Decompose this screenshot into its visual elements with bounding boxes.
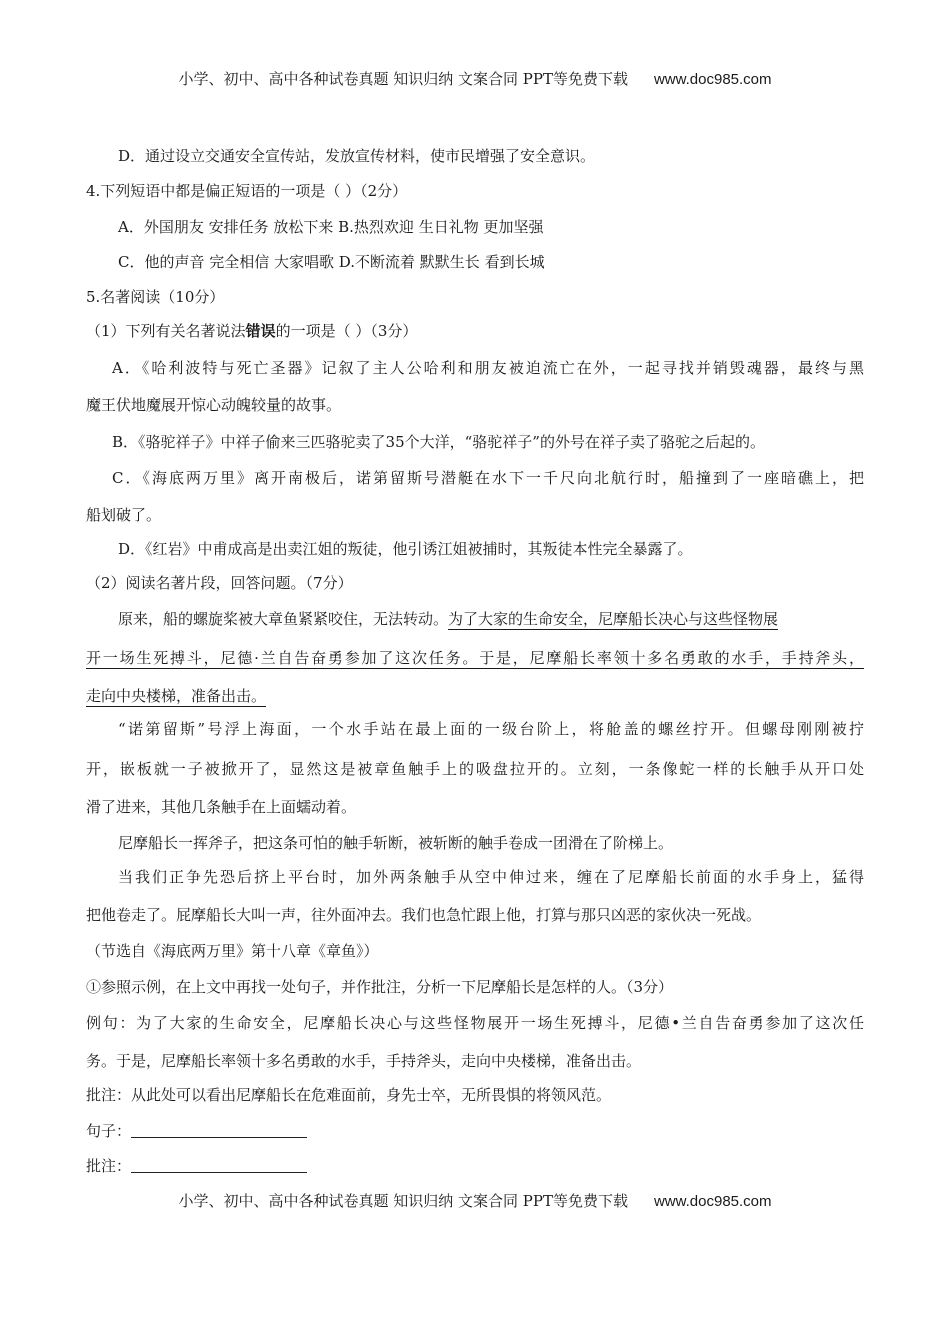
q4-options-cd: C．他的声音 完全相信 大家唱歌 D.不断流着 默默生长 看到长城: [118, 253, 545, 271]
answer-sentence-blank[interactable]: [131, 1121, 307, 1138]
excerpt-para4-line1: 当我们正争先恐后挤上平台时，加外两条触手从空中伸过来，缠在了尼摩船长前面的水手身上，猛得: [118, 868, 864, 886]
example-annotation: 批注：从此处可以看出尼摩船长在危难面前，身先士卒，无所畏惧的将领风范。: [86, 1086, 612, 1104]
page-header: [0, 69, 950, 90]
header-text: 小学、初中、高中各种试卷真题 知识归纳 文案合同 PPT等免费下载: [178, 70, 628, 88]
q5-part1-post: 的一项是（ ）（3分）: [275, 322, 418, 340]
excerpt-para1-line3: 走向中央楼梯，准备出击。: [86, 687, 267, 705]
q5-option-a-line2: 魔王伏地魔展开惊心动魄较量的故事。: [86, 396, 342, 414]
q5-title: 5.名著阅读（10分）: [86, 288, 225, 306]
answer-sentence-label: 句子：: [86, 1122, 132, 1140]
excerpt-para4-line2: 把他卷走了。屁摩船长大叫一声，往外面冲去。我们也急忙跟上他，打算与那只凶恶的家伙决一死战。: [86, 906, 762, 924]
answer-annotation-row: [86, 1155, 307, 1177]
q5-task: ①参照示例，在上文中再找一处句子，并作批注，分析一下尼摩船长是怎样的人。（3分）: [86, 978, 674, 996]
footer-text: 小学、初中、高中各种试卷真题 知识归纳 文案合同 PPT等免费下载: [178, 1192, 628, 1210]
excerpt-para1-underlined: 为了大家的生命安全，尼摩船长决心与这些怪物展: [448, 610, 779, 628]
q3-option-d: D．通过设立交通安全宣传站，发放宣传材料，使市民增强了安全意识。: [118, 147, 596, 165]
q4-options-ab: A．外国朋友 安排任务 放松下来 B.热烈欢迎 生日礼物 更加坚强: [118, 218, 544, 236]
q5-part1-bold: 错误: [245, 322, 276, 340]
example-line2: 务。于是，尼摩船长率领十多名勇敢的水手，手持斧头，走向中央楼梯，准备出击。: [86, 1052, 642, 1070]
excerpt-para1-line2: 开一场生死搏斗，尼德·兰自告奋勇参加了这次任务。于是，尼摩船长率领十多名勇敢的水手，手持斧头，: [86, 649, 864, 667]
q4-stem: 4.下列短语中都是偏正短语的一项是（ ）（2分）: [86, 182, 408, 200]
footer-url[interactable]: www.doc985.com: [653, 1193, 772, 1210]
header-url[interactable]: www.doc985.com: [653, 71, 772, 88]
excerpt-source: （节选自《海底两万里》第十八章《章鱼》）: [86, 942, 379, 960]
q5-option-d: D．《红岩》中甫成高是出卖江姐的叛徒，他引诱江姐被捕时，其叛徒本性完全暴露了。: [118, 540, 693, 558]
answer-sentence-row: [86, 1120, 307, 1142]
q5-option-c-line2: 船划破了。: [86, 506, 162, 524]
excerpt-para3: 尼摩船长一挥斧子，把这条可怕的触手斩断，被斩断的触手卷成一团滑在了阶梯上。: [118, 834, 674, 852]
q5-part1-pre: （1）下列有关名著说法: [86, 322, 246, 340]
q5-option-b: B．《骆驼祥子》中祥子偷来三匹骆驼卖了35个大洋，“骆驼祥子”的外号在祥子卖了骆驼之后起的。: [112, 433, 765, 451]
q5-option-c-line1: C．《海底两万里》离开南极后，诺第留斯号潜艇在水下一千尺向北航行时，船撞到了一座暗礁上，把: [112, 469, 864, 487]
excerpt-para2-line2: 开，嵌板就一子被掀开了，显然这是被章鱼触手上的吸盘拉开的。立刻，一条像蛇一样的长触手从开口处: [86, 760, 864, 778]
q5-option-a-line1: A．《哈利波特与死亡圣器》记叙了主人公哈利和朋友被迫流亡在外，一起寻找并销毁魂器，最终与黑: [112, 359, 864, 377]
page-footer: [0, 1191, 950, 1212]
q5-part1-stem: [86, 320, 417, 342]
answer-annotation-label: 批注：: [86, 1157, 132, 1175]
example-line1: 例句：为了大家的生命安全，尼摩船长决心与这些怪物展开一场生死搏斗，尼德•兰自告奋勇参加了这次任: [86, 1014, 864, 1032]
answer-annotation-blank[interactable]: [131, 1156, 307, 1173]
excerpt-para2-line1: “诺第留斯”号浮上海面，一个水手站在最上面的一级台阶上，将舱盖的螺丝拧开。但螺母刚刚被拧: [118, 720, 864, 738]
q5-part2-stem: （2）阅读名著片段，回答问题。（7分）: [86, 574, 353, 592]
excerpt-para1-plain: 原来，船的螺旋桨被大章鱼紧紧咬住，无法转动。: [118, 610, 449, 628]
excerpt-para2-line3: 滑了进来，其他几条触手在上面蠕动着。: [86, 798, 357, 816]
excerpt-para1-line1: [118, 608, 778, 630]
